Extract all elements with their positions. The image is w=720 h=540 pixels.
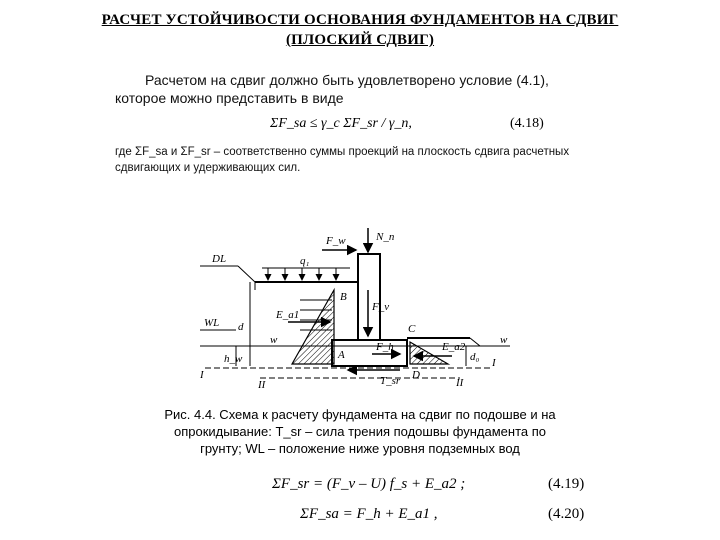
d0-label: d₀	[470, 351, 480, 363]
intro-line-1: Расчетом на сдвиг должно быть удовлетворено условие (4.1),	[145, 72, 549, 88]
intro-line-2: которое можно представить в виде	[115, 90, 344, 106]
equation-4-20-number: (4.20)	[548, 506, 585, 522]
wl-label: WL	[204, 317, 220, 329]
fw-label: F_w	[326, 235, 346, 247]
point-d-label: D	[412, 369, 420, 381]
surcharge-q1	[262, 268, 350, 280]
fh-label: F_h	[376, 341, 394, 353]
d-label: d	[238, 321, 244, 333]
dl-label: DL	[212, 253, 227, 265]
point-a-label: A	[338, 349, 345, 361]
point-b-label: B	[340, 291, 347, 303]
section-ii-left: II	[258, 379, 266, 391]
w-label-left: w	[270, 334, 278, 346]
point-c-label: C	[408, 323, 416, 335]
figure-caption	[150, 406, 570, 457]
hw-label: h_w	[224, 353, 243, 365]
fv-label: F_v	[372, 301, 390, 313]
condition-formula: ΣF_sa ≤ γ_c ΣF_sr / γ_n,	[270, 116, 412, 131]
condition-number: (4.18)	[510, 116, 544, 131]
ea1-label: E_a1	[276, 309, 300, 321]
where-line-1: где ΣF_sa и ΣF_sr – соответственно суммы проекций на плоскость сдвига расчетных	[115, 146, 570, 158]
equation-4-19-number: (4.19)	[548, 476, 585, 492]
caption-line-2: опрокидывание: T_sr – сила трения подошвы фундамента по	[173, 424, 547, 439]
slide-title-line1: РАСЧЕТ УСТОЙЧИВОСТИ ОСНОВАНИЯ ФУНДАМЕНТОВ НА СДВИГ	[101, 12, 619, 28]
w-label-right: w	[500, 334, 508, 346]
slide-title-line2: (ПЛОСКИЙ СДВИГ)	[285, 32, 435, 48]
section-i-left: I	[200, 369, 204, 381]
caption-line-1: Рис. 4.4. Схема к расчету фундамента на сдвиг по подошве и на	[164, 407, 556, 422]
equation-4-20: ΣF_sa = F_h + E_a1 ,	[300, 506, 438, 522]
tsr-label: T_sr	[380, 375, 401, 387]
section-ii-right: II	[456, 377, 464, 389]
section-i-right: I	[492, 357, 496, 369]
q1-label: q₁	[300, 255, 310, 267]
equation-4-19: ΣF_sr = (F_v – U) f_s + E_a2 ;	[272, 476, 466, 492]
nn-label: N_п	[376, 231, 395, 243]
active-pressure-diagram-left	[292, 290, 334, 364]
caption-line-3: грунту; WL – положение ниже уровня подземных вод	[200, 441, 520, 456]
foundation-stem	[358, 254, 380, 340]
where-line-2: сдвигающих и удерживающих сил.	[115, 162, 301, 174]
ea2-label: E_a2	[442, 341, 466, 353]
